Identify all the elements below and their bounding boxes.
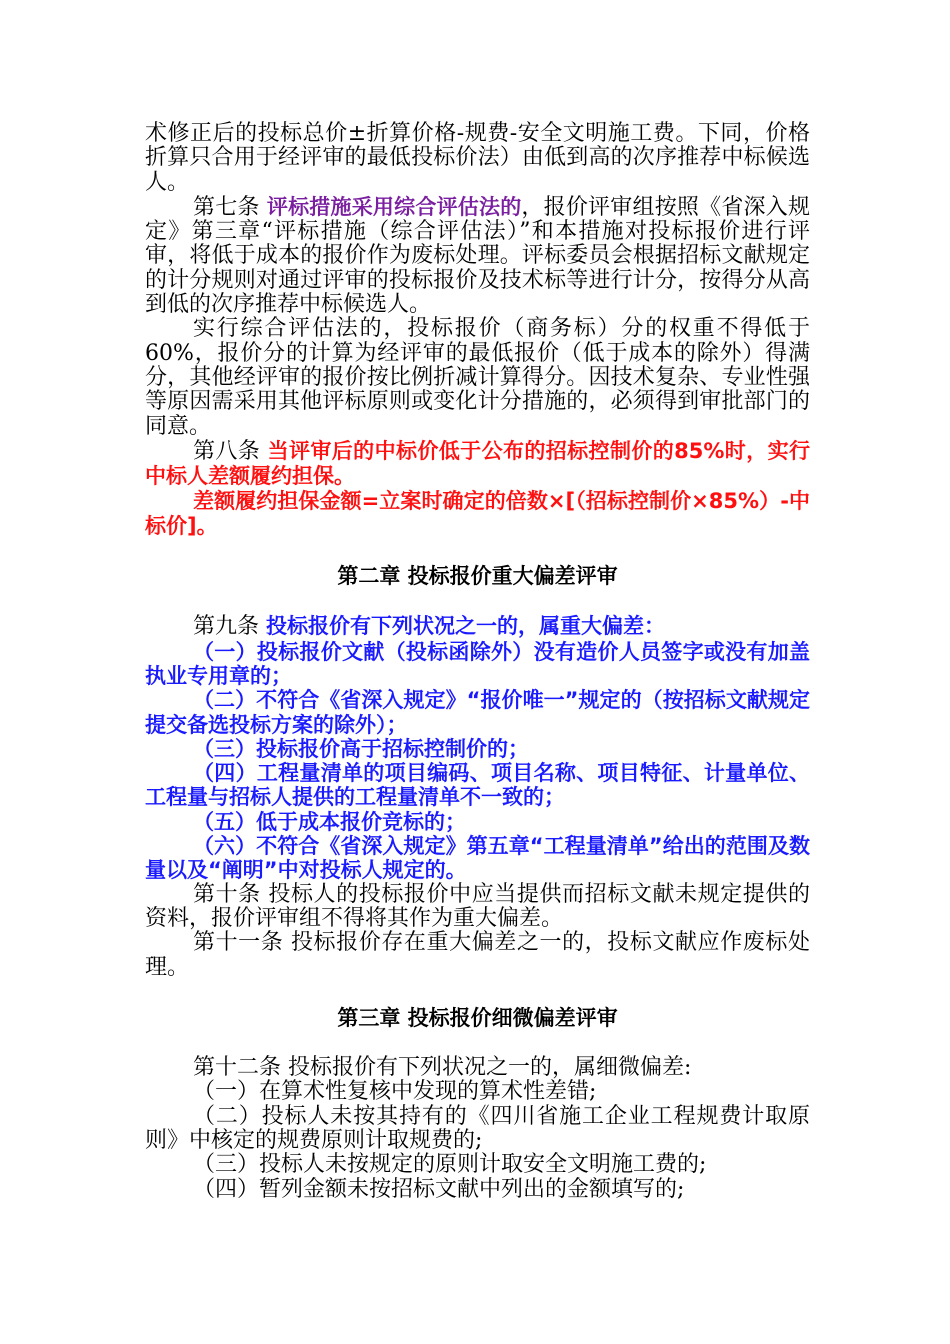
list-item: （四）工程量清单的项目编码、项目名称、项目特征、计量单位、工程量与招标人提供的工程量清单不一致的； <box>145 761 810 810</box>
chapter-3-title: 第三章 投标报价细微偏差评审 <box>337 1005 618 1030</box>
document-page <box>145 122 810 1202</box>
article-8-highlight: 当评审后的中标价低于公布的招标控制价的85%时，实行中标人差额履约担保。 <box>145 438 810 489</box>
list-item: （六）不符合《省深入规定》第五章“工程量清单”给出的范围及数量以及“阐明”中对投标人规定的。 <box>145 834 810 883</box>
article-9-number: 第九条 <box>193 614 260 640</box>
list-item: （三）投标人未按规定的原则计取安全文明施工费的; <box>193 1152 707 1178</box>
article-12: 第十二条 投标报价有下列状况之一的，属细微偏差: <box>193 1055 692 1081</box>
article-10: 第十条 投标人的投标报价中应当提供而招标文献未规定提供的资料，报价评审组不得将其作为重大偏差。 <box>145 881 810 931</box>
article-7-highlight: 评标措施采用综合评估法的 <box>266 194 522 219</box>
list-item: （五）低于成本报价竞标的； <box>193 809 466 834</box>
paragraph-weighting: 实行综合评估法的，投标报价（商务标）分的权重不得低于60%，报价分的计算为经评审的最低报价（低于成本的除外）得满分，其他经评审的报价按比例折减计算得分。因技术复杂、专业性强等原因需采用其他评标原则或变化计分措施的，必须得到审批部门的同意。 <box>145 316 810 439</box>
list-item: （二）投标人未按其持有的《四川省施工企业工程规费计取原则》中核定的规费原则计取规费的; <box>145 1103 810 1153</box>
major-deviation-list <box>145 640 810 883</box>
paragraph-continuation: 术修正后的投标总价±折算价格-规费-安全文明施工费。下同，价格折算只合用于经评审的最低投标价法）由低到高的次序推荐中标候选人。 <box>145 121 810 195</box>
article-8-number: 第八条 <box>193 438 261 464</box>
list-item: （一）在算术性复核中发现的算术性差错; <box>193 1079 597 1105</box>
article-7 <box>145 195 810 317</box>
list-item: （三）投标报价高于招标控制价的； <box>193 736 529 761</box>
minor-deviation-list <box>145 1080 810 1201</box>
list-item: （一）投标报价文献（投标函除外）没有造价人员签字或没有加盖执业专用章的； <box>145 639 810 688</box>
article-7-body: ，报价评审组按照《省深入规定》第三章“评标措施（综合评估法）”和本措施对投标报价进行评审，将低于成本的报价作为废标处理。评标委员会根据招标文献规定的计分规则对通过评审的投标报价及技术标等进行计分，按得分从高到低的次序推荐中标候选人。 <box>145 194 810 318</box>
guarantee-formula: 差额履约担保金额=立案时确定的倍数×[（招标控制价×85%）-中标价]。 <box>145 489 810 538</box>
article-8 <box>145 439 810 490</box>
list-item: （四）暂列金额未按招标文献中列出的金额填写的; <box>193 1176 685 1202</box>
chapter-2-title: 第二章 投标报价重大偏差评审 <box>337 564 618 589</box>
article-7-number: 第七条 <box>193 194 260 220</box>
article-9 <box>145 614 810 639</box>
article-9-highlight: 投标报价有下列状况之一的，属重大偏差： <box>266 614 666 639</box>
article-11: 第十一条 投标报价存在重大偏差之一的，投标文献应作废标处理。 <box>145 930 810 980</box>
list-item: （二）不符合《省深入规定》“报价唯一”规定的（按招标文献规定提交备选投标方案的除外）； <box>145 688 810 737</box>
